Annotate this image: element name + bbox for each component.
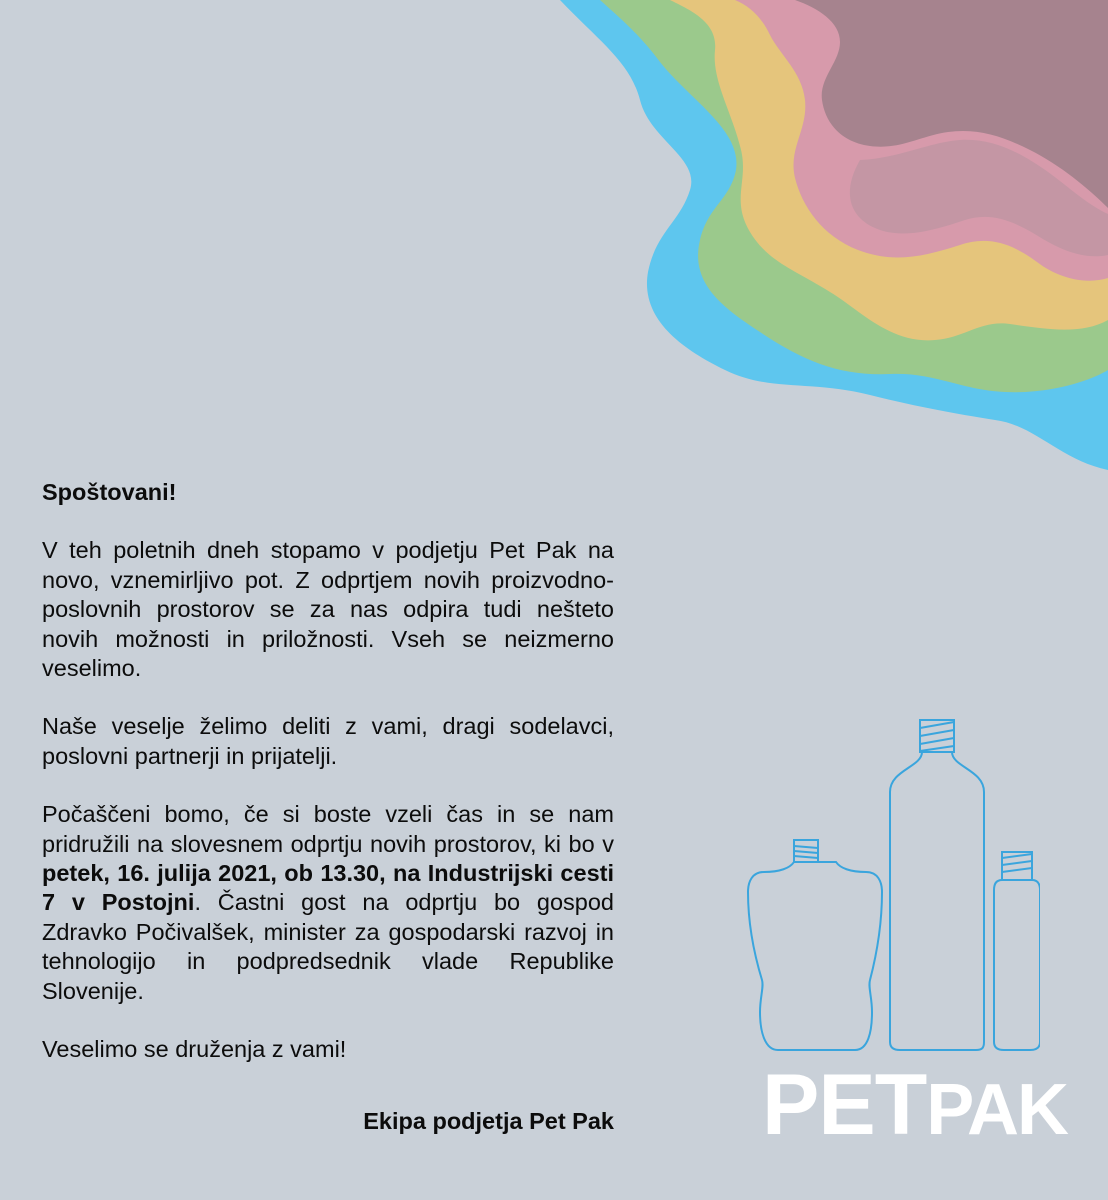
paragraph-event-details xyxy=(42,800,614,1006)
paragraph-intro: V teh poletnih dneh stopamo v podjetju Pet Pak na novo, vznemirljivo pot. Z odprtjem novih proizvodno-poslovnih prostorov se za nas odpira tudi nešteto novih možnosti in priložnosti. Vseh se neizmerno veselimo. xyxy=(42,537,614,682)
bottle-tall-center-icon xyxy=(890,720,984,1050)
invitation-letter xyxy=(42,478,614,1136)
event-text-after: . Častni gost na odprtju bo gospod Zdravko Počivalšek, minister za gospodarski razvoj in tehnologijo in podpredsednik vlade Republike Slovenije. xyxy=(42,889,615,1004)
petpak-logo xyxy=(762,1057,1067,1153)
paragraph-invite: Naše veselje želimo deliti z vami, dragi sodelavci, poslovni partnerji in prijatelji. xyxy=(42,713,614,769)
paragraph-closing: Veselimo se druženja z vami! xyxy=(42,1036,347,1063)
decorative-waves xyxy=(540,0,1108,470)
logo-pak: PAK xyxy=(926,1070,1067,1150)
event-date-location: petek, 16. julija 2021, ob 13.30, na Industrijski cesti 7 v Postojni xyxy=(42,860,614,916)
bottle-small-left-icon xyxy=(748,840,882,1050)
logo-pet: PET xyxy=(762,1057,927,1153)
greeting: Spoštovani! xyxy=(42,479,177,505)
bottle-small-right-icon xyxy=(994,852,1040,1050)
bottles-illustration xyxy=(740,712,1040,1057)
signature: Ekipa podjetja Pet Pak xyxy=(363,1107,614,1134)
event-text-before: Počaščeni bomo, če si boste vzeli čas in se nam pridružili na slovesnem odprtju novih prostorov, ki bo v xyxy=(42,801,614,857)
